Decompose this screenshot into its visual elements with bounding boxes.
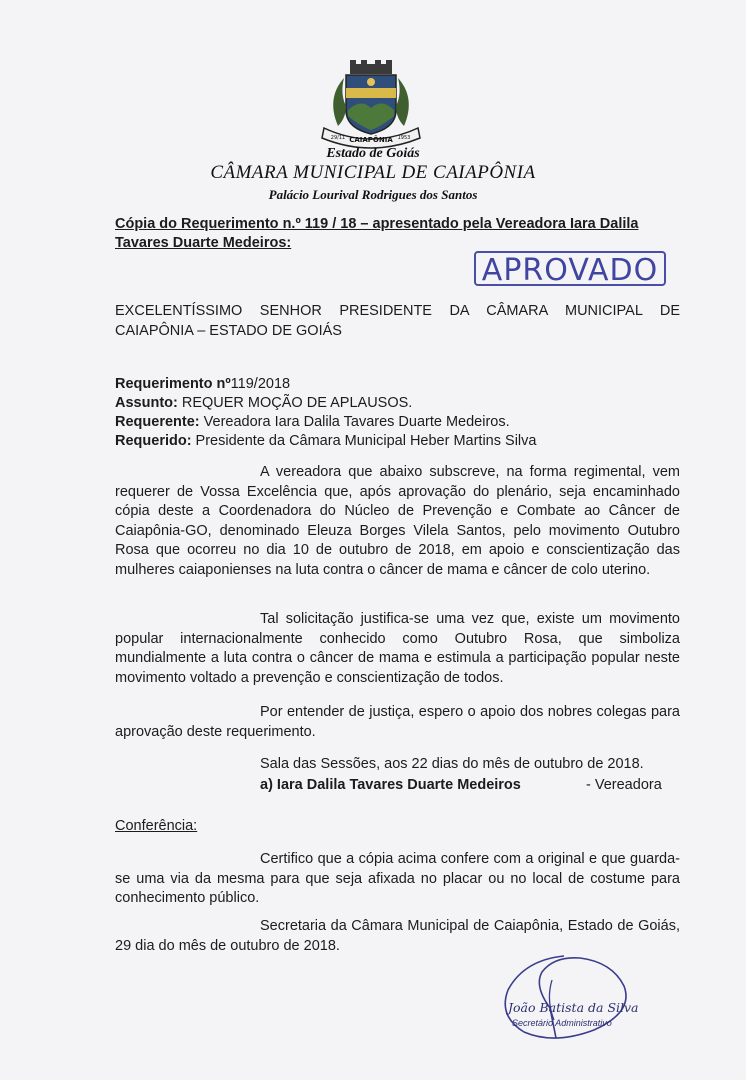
meta-requerimento: [115, 375, 680, 394]
copy-title: Cópia do Requerimento n.º 119 / 18 – apresentado pela Vereadora Iara Dalila Tavares Duarte Medeiros:: [115, 216, 639, 251]
meta-requerido-label: Requerido:: [115, 433, 192, 449]
approved-stamp: APROVADO: [474, 251, 666, 286]
stamp-signatory-name: João Batista da Silva: [508, 1000, 639, 1015]
meta-requerente-value: Vereadora Iara Dalila Tavares Duarte Medeiros.: [199, 414, 510, 430]
signatory-role: - Vereadora: [586, 777, 662, 793]
request-metadata: [115, 375, 680, 451]
body-paragraph-secretariat: Secretaria da Câmara Municipal de Caiapônia, Estado de Goiás, 29 dia do mês de outubro de 2018.: [115, 918, 680, 954]
addressee: EXCELENTÍSSIMO SENHOR PRESIDENTE DA CÂMARA MUNICIPAL DE CAIAPÔNIA – ESTADO DE GOIÁS: [115, 303, 680, 339]
header-chamber-name: CÂMARA MUNICIPAL DE CAIAPÔNIA: [210, 162, 536, 183]
meta-assunto: [115, 394, 680, 413]
header-palace-name: Palácio Lourival Rodrigues dos Santos: [268, 187, 478, 202]
conferencia-label: Conferência:: [115, 818, 198, 834]
signatory-name: a) Iara Dalila Tavares Duarte Medeiros: [260, 777, 521, 793]
body-paragraph-certification: Certifico que a cópia acima confere com a original e que guarda-se uma via da mesma para que seja afixada no placar ou no local de costume para conhecimento público.: [115, 851, 680, 906]
body-paragraph-closing: Por entender de justiça, espero o apoio dos nobres colegas para aprovação deste requerimento.: [115, 704, 680, 740]
crest-left-date: 29/11: [330, 135, 346, 141]
body-paragraph-request: A vereadora que abaixo subscreve, na forma regimental, vem requerer de Vossa Excelência que, após aprovação do plenário, seja encaminhado cópia deste a Coordenadora do Núcleo de Prevenção e Combate ao Câncer de Caiapônia-GO, denominado Eleuza Borges Vilela Santos, pelo movimento Outubro Rosa que ocorreu no dia 10 de outubro de 2018, em apoio e conscientização das mulheres caiaponienses na luta contra o câncer de mama e câncer de colo uterino.: [115, 464, 680, 578]
crest-banner-label: CAIAPÔNIA: [349, 136, 393, 144]
stamp-signatory-role: Secretário Administrativo: [512, 1018, 612, 1028]
session-date-line: Sala das Sessões, aos 22 dias do mês de outubro de 2018.: [260, 756, 644, 772]
meta-assunto-label: Assunto:: [115, 395, 178, 411]
municipal-crest-icon: [316, 58, 426, 150]
meta-requerimento-label: Requerimento nº: [115, 376, 231, 392]
meta-requerido-value: Presidente da Câmara Municipal Heber Martins Silva: [191, 433, 537, 449]
body-paragraph-justification: Tal solicitação justifica-se uma vez que, existe um movimento popular internacionalmente conhecido como Outubro Rosa, que simboliza mundialmente a luta contra o câncer de mama e estimula a participação popular neste movimento voltado a prevenção e conscientização de todos.: [115, 611, 680, 686]
signatory-line: [260, 777, 680, 793]
crest-right-date: 1953: [397, 135, 411, 141]
meta-requerente: [115, 413, 680, 432]
header-state: Estado de Goiás: [326, 146, 420, 161]
meta-requerente-label: Requerente:: [115, 414, 200, 430]
meta-assunto-value: REQUER MOÇÃO DE APLAUSOS.: [177, 395, 413, 411]
handwritten-signature-icon: [494, 950, 644, 1045]
meta-requerido: [115, 432, 680, 451]
meta-requerimento-value: 119/2018: [230, 376, 291, 392]
